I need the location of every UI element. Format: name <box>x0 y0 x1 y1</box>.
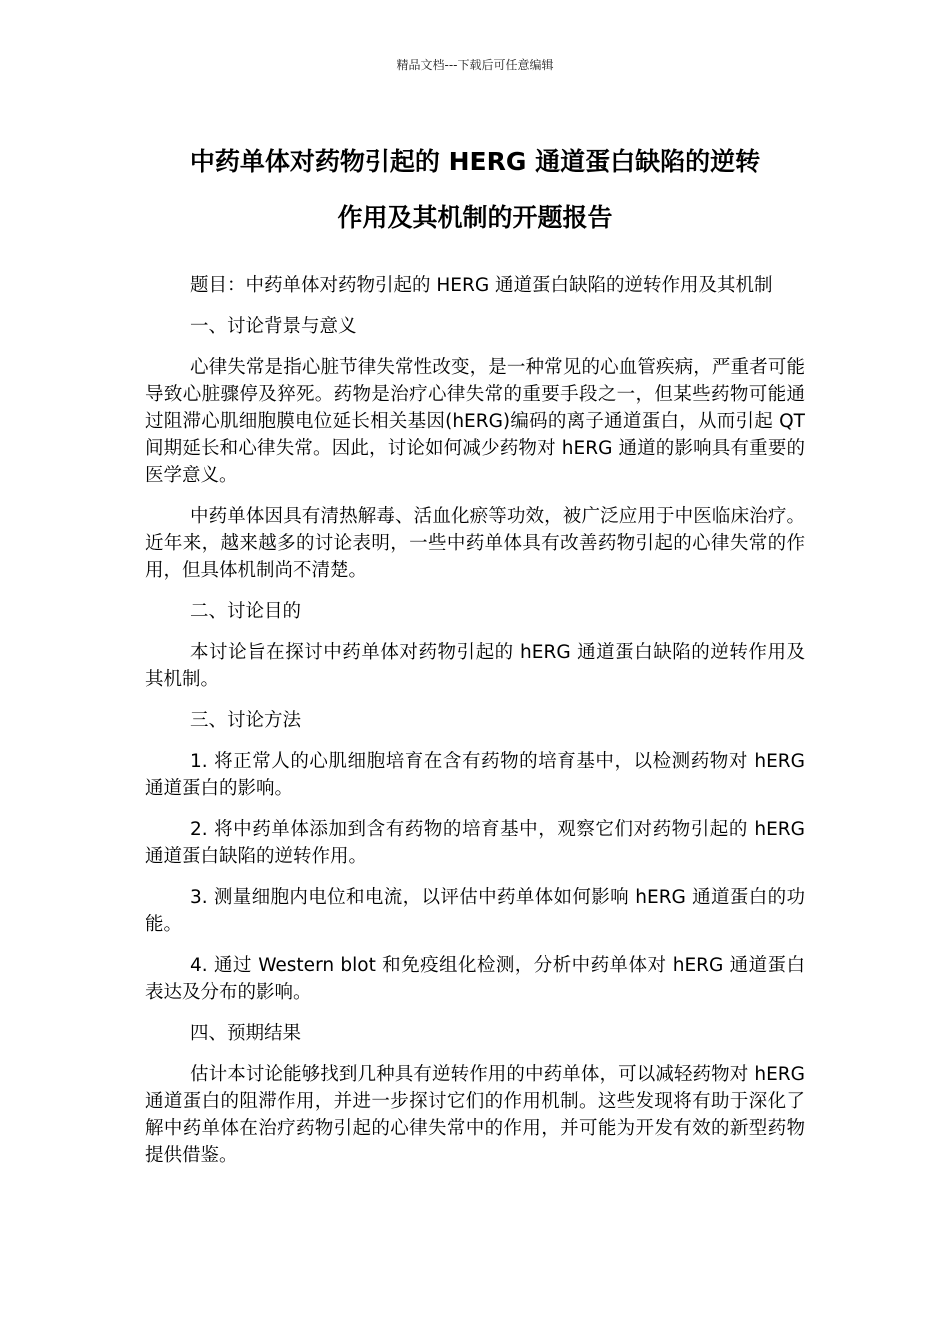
section-heading-purpose: 二、讨论目的 <box>190 601 302 622</box>
topic-paragraph: 题目：中药单体对药物引起的 HERG 通道蛋白缺陷的逆转作用及其机制 <box>190 275 773 296</box>
section-heading-background: 一、讨论背景与意义 <box>190 316 357 337</box>
document-title <box>120 134 830 246</box>
background-paragraph-2: 中药单体因具有清热解毒、活血化瘀等功效，被广泛应用于中医临床治疗。近年来，越来越多的讨论表明，一些中药单体具有改善药物引起的心律失常的作用，但具体机制尚不清楚。 <box>145 506 805 581</box>
page-header: 精品文档---下载后可任意编辑 <box>396 58 554 72</box>
method-item-2: 2. 将中药单体添加到含有药物的培育基中，观察它们对药物引起的 hERG 通道蛋白缺陷的逆转作用。 <box>145 819 805 867</box>
title-line-1: 中药单体对药物引起的 HERG 通道蛋白缺陷的逆转 <box>189 147 761 176</box>
method-item-4: 4. 通过 Western blot 和免疫组化检测，分析中药单体对 hERG 通道蛋白表达及分布的影响。 <box>145 955 805 1003</box>
expected-results-paragraph: 估计本讨论能够找到几种具有逆转作用的中药单体，可以减轻药物对 hERG 通道蛋白的阻滞作用，并进一步探讨它们的作用机制。这些发现将有助于深化了解中药单体在治疗药物引起的心律失常中的作用，并可能为开发有效的新型药物提供借鉴。 <box>145 1064 805 1166</box>
method-item-1: 1. 将正常人的心肌细胞培育在含有药物的培育基中，以检测药物对 hERG 通道蛋白的影响。 <box>145 751 805 799</box>
method-item-3: 3. 测量细胞内电位和电流，以评估中药单体如何影响 hERG 通道蛋白的功能。 <box>145 887 805 935</box>
section-heading-expected-results: 四、预期结果 <box>190 1023 302 1044</box>
purpose-paragraph: 本讨论旨在探讨中药单体对药物引起的 hERG 通道蛋白缺陷的逆转作用及其机制。 <box>145 642 805 690</box>
document-body <box>145 272 805 1183</box>
section-heading-methods: 三、讨论方法 <box>190 710 302 731</box>
background-paragraph-1: 心律失常是指心脏节律失常性改变，是一种常见的心血管疾病，严重者可能导致心脏骤停及猝死。药物是治疗心律失常的重要手段之一，但某些药物可能通过阻滞心肌细胞膜电位延长相关基因(hERG)编码的离子通道蛋白，从而引起 QT 间期延长和心律失常。因此，讨论如何减少药物对 hERG 通道的影响具有重要的医学意义。 <box>145 357 805 486</box>
title-line-2: 作用及其机制的开题报告 <box>337 203 613 232</box>
